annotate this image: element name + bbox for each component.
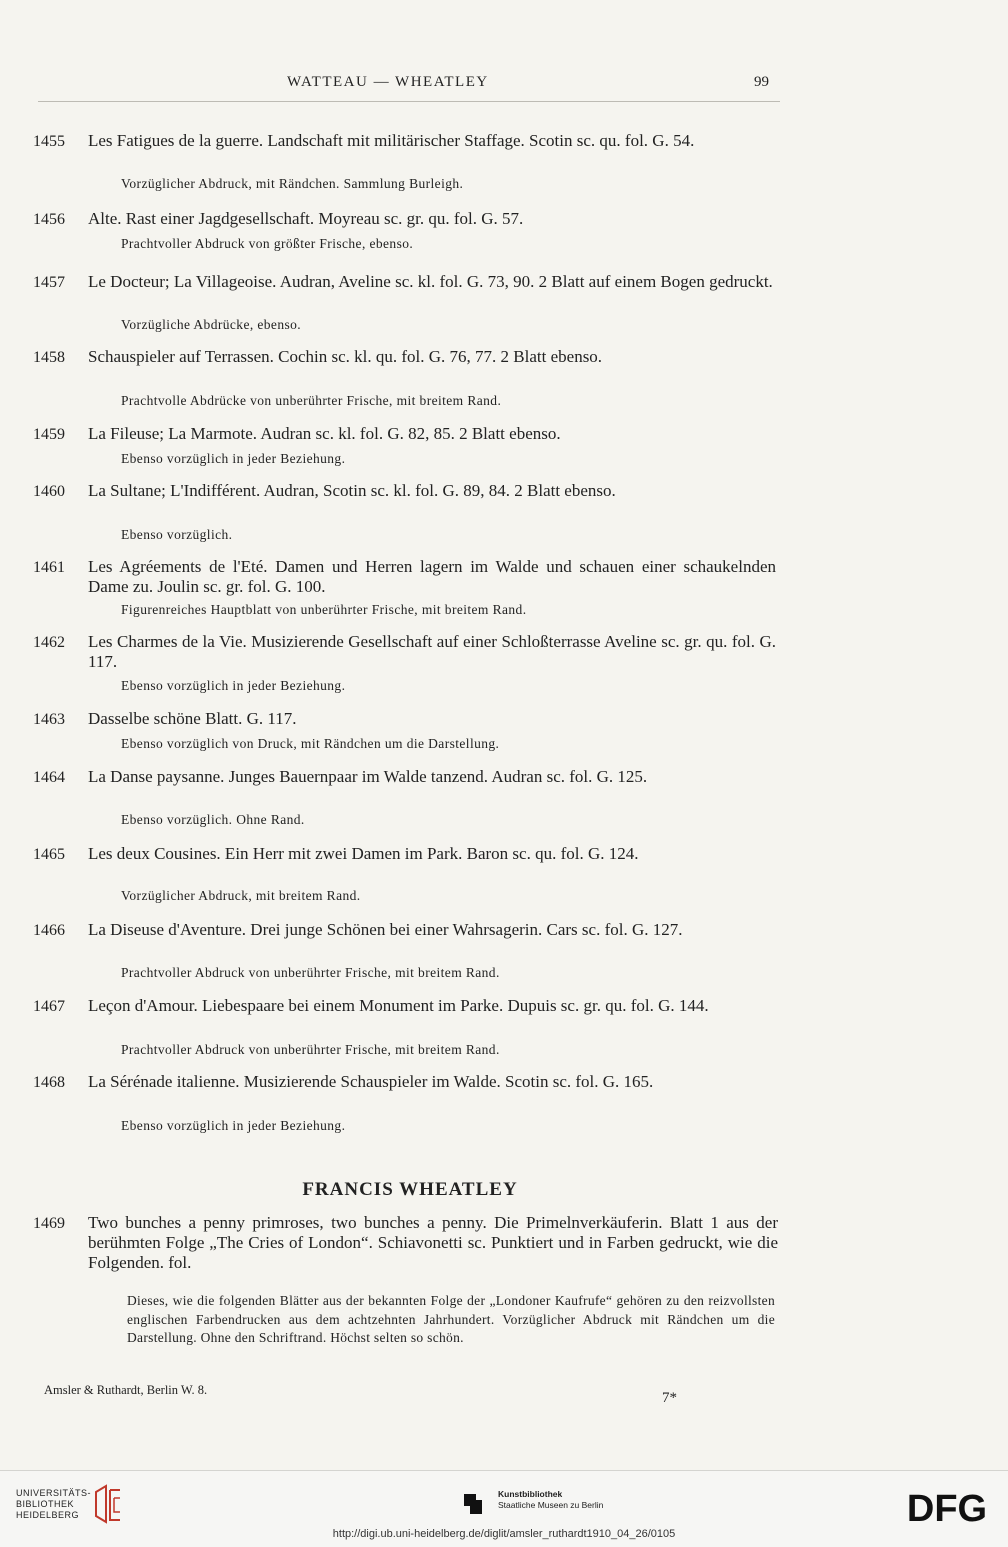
entry-note: Prachtvoller Abdruck von unberührter Frische, mit breitem Rand. <box>121 1042 500 1057</box>
entry-number: 1465 <box>33 846 65 863</box>
entry-note: Ebenso vorzüglich in jeder Beziehung. <box>121 1118 346 1133</box>
ub-heidelberg-label: UNIVERSITÄTS- BIBLIOTHEK HEIDELBERG <box>16 1488 92 1520</box>
dfg-logo-text: DFG <box>906 1488 988 1526</box>
entry-note: Figurenreiches Hauptblatt von unberührter Frische, mit breitem Rand. <box>121 602 527 617</box>
entry-note: Prachtvoller Abdruck von größter Frische, ebenso. <box>121 236 414 251</box>
entry-note: Vorzügliche Abdrücke, ebenso. <box>121 317 302 332</box>
running-header <box>0 74 1008 94</box>
entry-number: 1468 <box>33 1074 65 1091</box>
entry-number: 1456 <box>33 211 65 228</box>
entry-note: Ebenso vorzüglich in jeder Beziehung. <box>121 451 346 466</box>
entry-note: Prachtvoller Abdruck von unberührter Frische, mit breitem Rand. <box>121 965 500 980</box>
signature-mark: 7* <box>662 1390 677 1406</box>
entry-text: La Fileuse; La Marmote. Audran sc. kl. fol. G. 82, 85. 2 Blatt ebenso. <box>88 424 561 443</box>
entry-number: 1455 <box>33 133 65 150</box>
entry-text: Alte. Rast einer Jagdgesellschaft. Moyreau sc. gr. qu. fol. G. 57. <box>88 209 524 228</box>
entry-number: 1464 <box>33 769 65 786</box>
entry-note: Prachtvolle Abdrücke von unberührter Frische, mit breitem Rand. <box>121 393 502 408</box>
entry-note: Vorzüglicher Abdruck, mit Rändchen. Sammlung Burleigh. <box>121 176 464 191</box>
kunstbibliothek-label: Kunstbibliothek Staatliche Museen zu Berlin <box>498 1489 604 1510</box>
permalink-url[interactable]: http://digi.ub.uni-heidelberg.de/diglit/amsler_ruthardt1910_04_26/0105 <box>332 1528 676 1540</box>
entry-text: Le Docteur; La Villageoise. Audran, Aveline sc. kl. fol. G. 73, 90. 2 Blatt auf einem Bogen gedruckt. <box>88 272 773 291</box>
entry-number: 1458 <box>33 349 65 366</box>
entry-note: Vorzüglicher Abdruck, mit breitem Rand. <box>121 888 361 903</box>
entry-note: Ebenso vorzüglich von Druck, mit Rändchen um die Darstellung. <box>121 736 500 751</box>
entry-text: La Sérénade italienne. Musizierende Schauspieler im Walde. Scotin sc. fol. G. 165. <box>88 1072 654 1091</box>
ub-logo-icon[interactable] <box>92 1484 124 1530</box>
entry-number: 1457 <box>33 274 65 291</box>
entry-text: Les deux Cousines. Ein Herr mit zwei Damen im Park. Baron sc. qu. fol. G. 124. <box>88 844 639 863</box>
entry-number: 1459 <box>33 426 65 443</box>
entry-text: Dasselbe schöne Blatt. G. 117. <box>88 709 297 728</box>
entry-number: 1467 <box>33 998 65 1015</box>
entry-text: Les Charmes de la Vie. Musizierende Gesellschaft auf einer Schloßterrasse Aveline sc. gr. qu. fol. G. 117. <box>88 632 776 671</box>
entry-number: 1461 <box>33 559 65 576</box>
publisher-imprint: Amsler & Ruthardt, Berlin W. 8. <box>44 1383 208 1397</box>
entry-note: Ebenso vorzüglich. <box>121 527 233 542</box>
entry-number: 1460 <box>33 483 65 500</box>
entry-note: Ebenso vorzüglich. Ohne Rand. <box>121 812 305 827</box>
entry-text: La Danse paysanne. Junges Bauernpaar im Walde tanzend. Audran sc. fol. G. 125. <box>88 767 648 786</box>
entry-note: Ebenso vorzüglich in jeder Beziehung. <box>121 678 346 693</box>
entry-number: 1463 <box>33 711 65 728</box>
entry-text: Two bunches a penny primroses, two bunches a penny. Die Primelnverkäuferin. Blatt 1 aus der berühmten Folge „The Cries of London“. Schiavonetti sc. Punktiert und in Farben gedruckt, wie die Folgenden. fol. <box>88 1213 778 1272</box>
entry-number: 1462 <box>33 634 65 651</box>
entry-text: Les Fatigues de la guerre. Landschaft mit militärischer Staffage. Scotin sc. qu. fol. G. 54. <box>88 131 695 150</box>
entry-text: Schauspieler auf Terrassen. Cochin sc. kl. qu. fol. G. 76, 77. 2 Blatt ebenso. <box>88 347 603 366</box>
header-rule <box>38 101 780 102</box>
entry-text: La Diseuse d'Aventure. Drei junge Schönen bei einer Wahrsagerin. Cars sc. fol. G. 127. <box>88 920 683 939</box>
entry-text: Les Agréements de l'Eté. Damen und Herren lagern im Walde und schauen einer schaukelnden Dame zu. Joulin sc. gr. fol. G. 100. <box>88 557 776 596</box>
kunstbibliothek-logo-icon[interactable] <box>462 1490 484 1520</box>
entry-note: Dieses, wie die folgenden Blätter aus der bekannten Folge der „Londoner Kaufrufe“ gehören zu den reizvollsten englischen Farbendrucken aus dem achtzehnten Jahrhundert. Vorzüglicher Abdruck mit Rändchen um die Darstellung. Ohne den Schriftrand. Höchst selten so schön. <box>127 1293 775 1346</box>
page-number: 99 <box>754 74 769 90</box>
running-title: WATTEAU — WHEATLEY <box>287 74 489 90</box>
entry-text: La Sultane; L'Indifférent. Audran, Scotin sc. kl. fol. G. 89, 84. 2 Blatt ebenso. <box>88 481 616 500</box>
dfg-logo-icon[interactable] <box>898 1488 996 1530</box>
entry-number: 1466 <box>33 922 65 939</box>
entry-number: 1469 <box>33 1215 65 1232</box>
entry-text: Leçon d'Amour. Liebespaare bei einem Monument im Parke. Dupuis sc. gr. qu. fol. G. 144. <box>88 996 709 1015</box>
section-heading: FRANCIS WHEATLEY <box>302 1179 518 1200</box>
